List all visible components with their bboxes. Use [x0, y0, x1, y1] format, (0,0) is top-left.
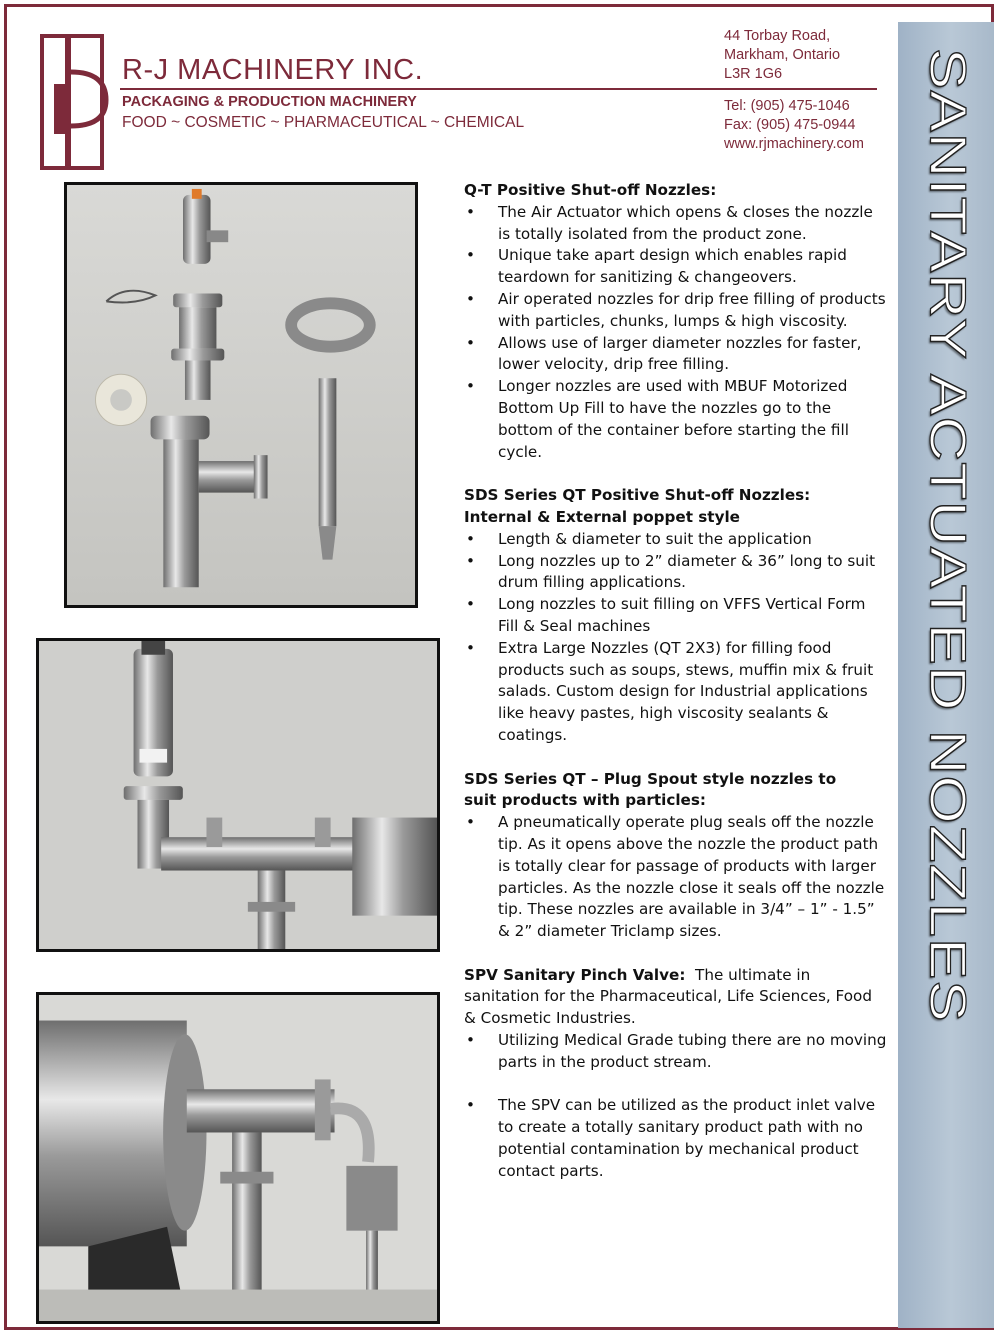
spv-intro	[464, 965, 888, 1030]
list-item: • Extra Large Nozzles (QT 2X3) for filling food products such as soups, stews, muffin mix & fruit salads. Custom design for Industrial applications like heavy pastes, high viscosity sealants & coatings.	[464, 638, 888, 747]
list-item: • A pneumatically operate plug seals off the nozzle tip. As it opens above the nozzle the product path is totally clear for passage of products with larger particles. As the nozzle close it seals off the nozzle tip. These nozzles are available in 3/4” – 1” - 1.5” & 2” diameter Triclamp sizes.	[464, 812, 888, 943]
section-subheading: suit products with particles:	[464, 791, 706, 810]
bullet-list	[464, 202, 888, 464]
company-name: R-J MACHINERY INC.	[122, 54, 424, 86]
header-rule	[120, 88, 877, 90]
list-item: • Long nozzles up to 2” diameter & 36” long to suit drum filling applications.	[464, 551, 888, 595]
photo-nozzle-parts	[64, 182, 418, 608]
list-item: • Utilizing Medical Grade tubing there are no moving parts in the product stream.	[464, 1030, 888, 1074]
website-link[interactable]: www.rjmachinery.com	[724, 136, 864, 152]
contact-block	[724, 97, 864, 154]
address-line: 44 Torbay Road,	[724, 28, 831, 44]
section-subheading: Internal & External poppet style	[464, 507, 740, 526]
list-item: • Allows use of larger diameter nozzles for faster, lower velocity, drip free filling.	[464, 333, 888, 377]
address-block	[724, 27, 840, 84]
intro-text: The ultimate in sanitation for the Pharmaceutical, Life Sciences, Food & Cosmetic Industries.	[464, 965, 877, 1028]
list-item: • Longer nozzles are used with MBUF Motorized Bottom Up Fill to have the nozzles go to the bottom of the container before starting the fill cycle.	[464, 376, 888, 463]
content-column	[464, 180, 888, 1183]
list-item: • Unique take apart design which enables rapid teardown for sanitizing & changeovers.	[464, 245, 888, 289]
bullet-list	[464, 812, 888, 943]
tagline: PACKAGING & PRODUCTION MACHINERY	[122, 94, 417, 110]
bullet-list	[464, 1095, 888, 1182]
list-item: • Air operated nozzles for drip free filling of products with particles, chunks, lumps & high viscosity.	[464, 289, 888, 333]
list-item: • The Air Actuator which opens & closes the nozzle is totally isolated from the product zone.	[464, 202, 888, 246]
fax-number: Fax: (905) 475-0944	[724, 117, 856, 133]
section-heading: Q-T Positive Shut-off Nozzles:	[464, 181, 717, 199]
company-logo	[40, 34, 110, 170]
list-item: • Long nozzles to suit filling on VFFS Vertical Form Fill & Seal machines	[464, 594, 888, 638]
side-title: SANITARY ACTUATED NOZZLES	[919, 48, 976, 1023]
bullet-list	[464, 529, 888, 747]
photo-assembled-nozzle	[36, 638, 440, 952]
bullet-list	[464, 1030, 888, 1074]
phone-number: Tel: (905) 475-1046	[724, 98, 850, 114]
photo-pinch-valve	[36, 992, 440, 1324]
list-item: • Length & diameter to suit the application	[464, 529, 888, 551]
section-heading: SDS Series QT Positive Shut-off Nozzles:	[464, 486, 811, 505]
industries-line: FOOD ~ COSMETIC ~ PHARMACEUTICAL ~ CHEMICAL	[122, 114, 525, 131]
section-heading: SDS Series QT – Plug Spout style nozzles to	[464, 769, 837, 788]
section-heading: SPV Sanitary Pinch Valve:	[464, 965, 686, 984]
list-item: • The SPV can be utilized as the product inlet valve to create a totally sanitary product path with no potential contamination by mechanical product contact parts.	[464, 1095, 888, 1182]
address-line: L3R 1G6	[724, 66, 783, 82]
address-line: Markham, Ontario	[724, 47, 841, 63]
